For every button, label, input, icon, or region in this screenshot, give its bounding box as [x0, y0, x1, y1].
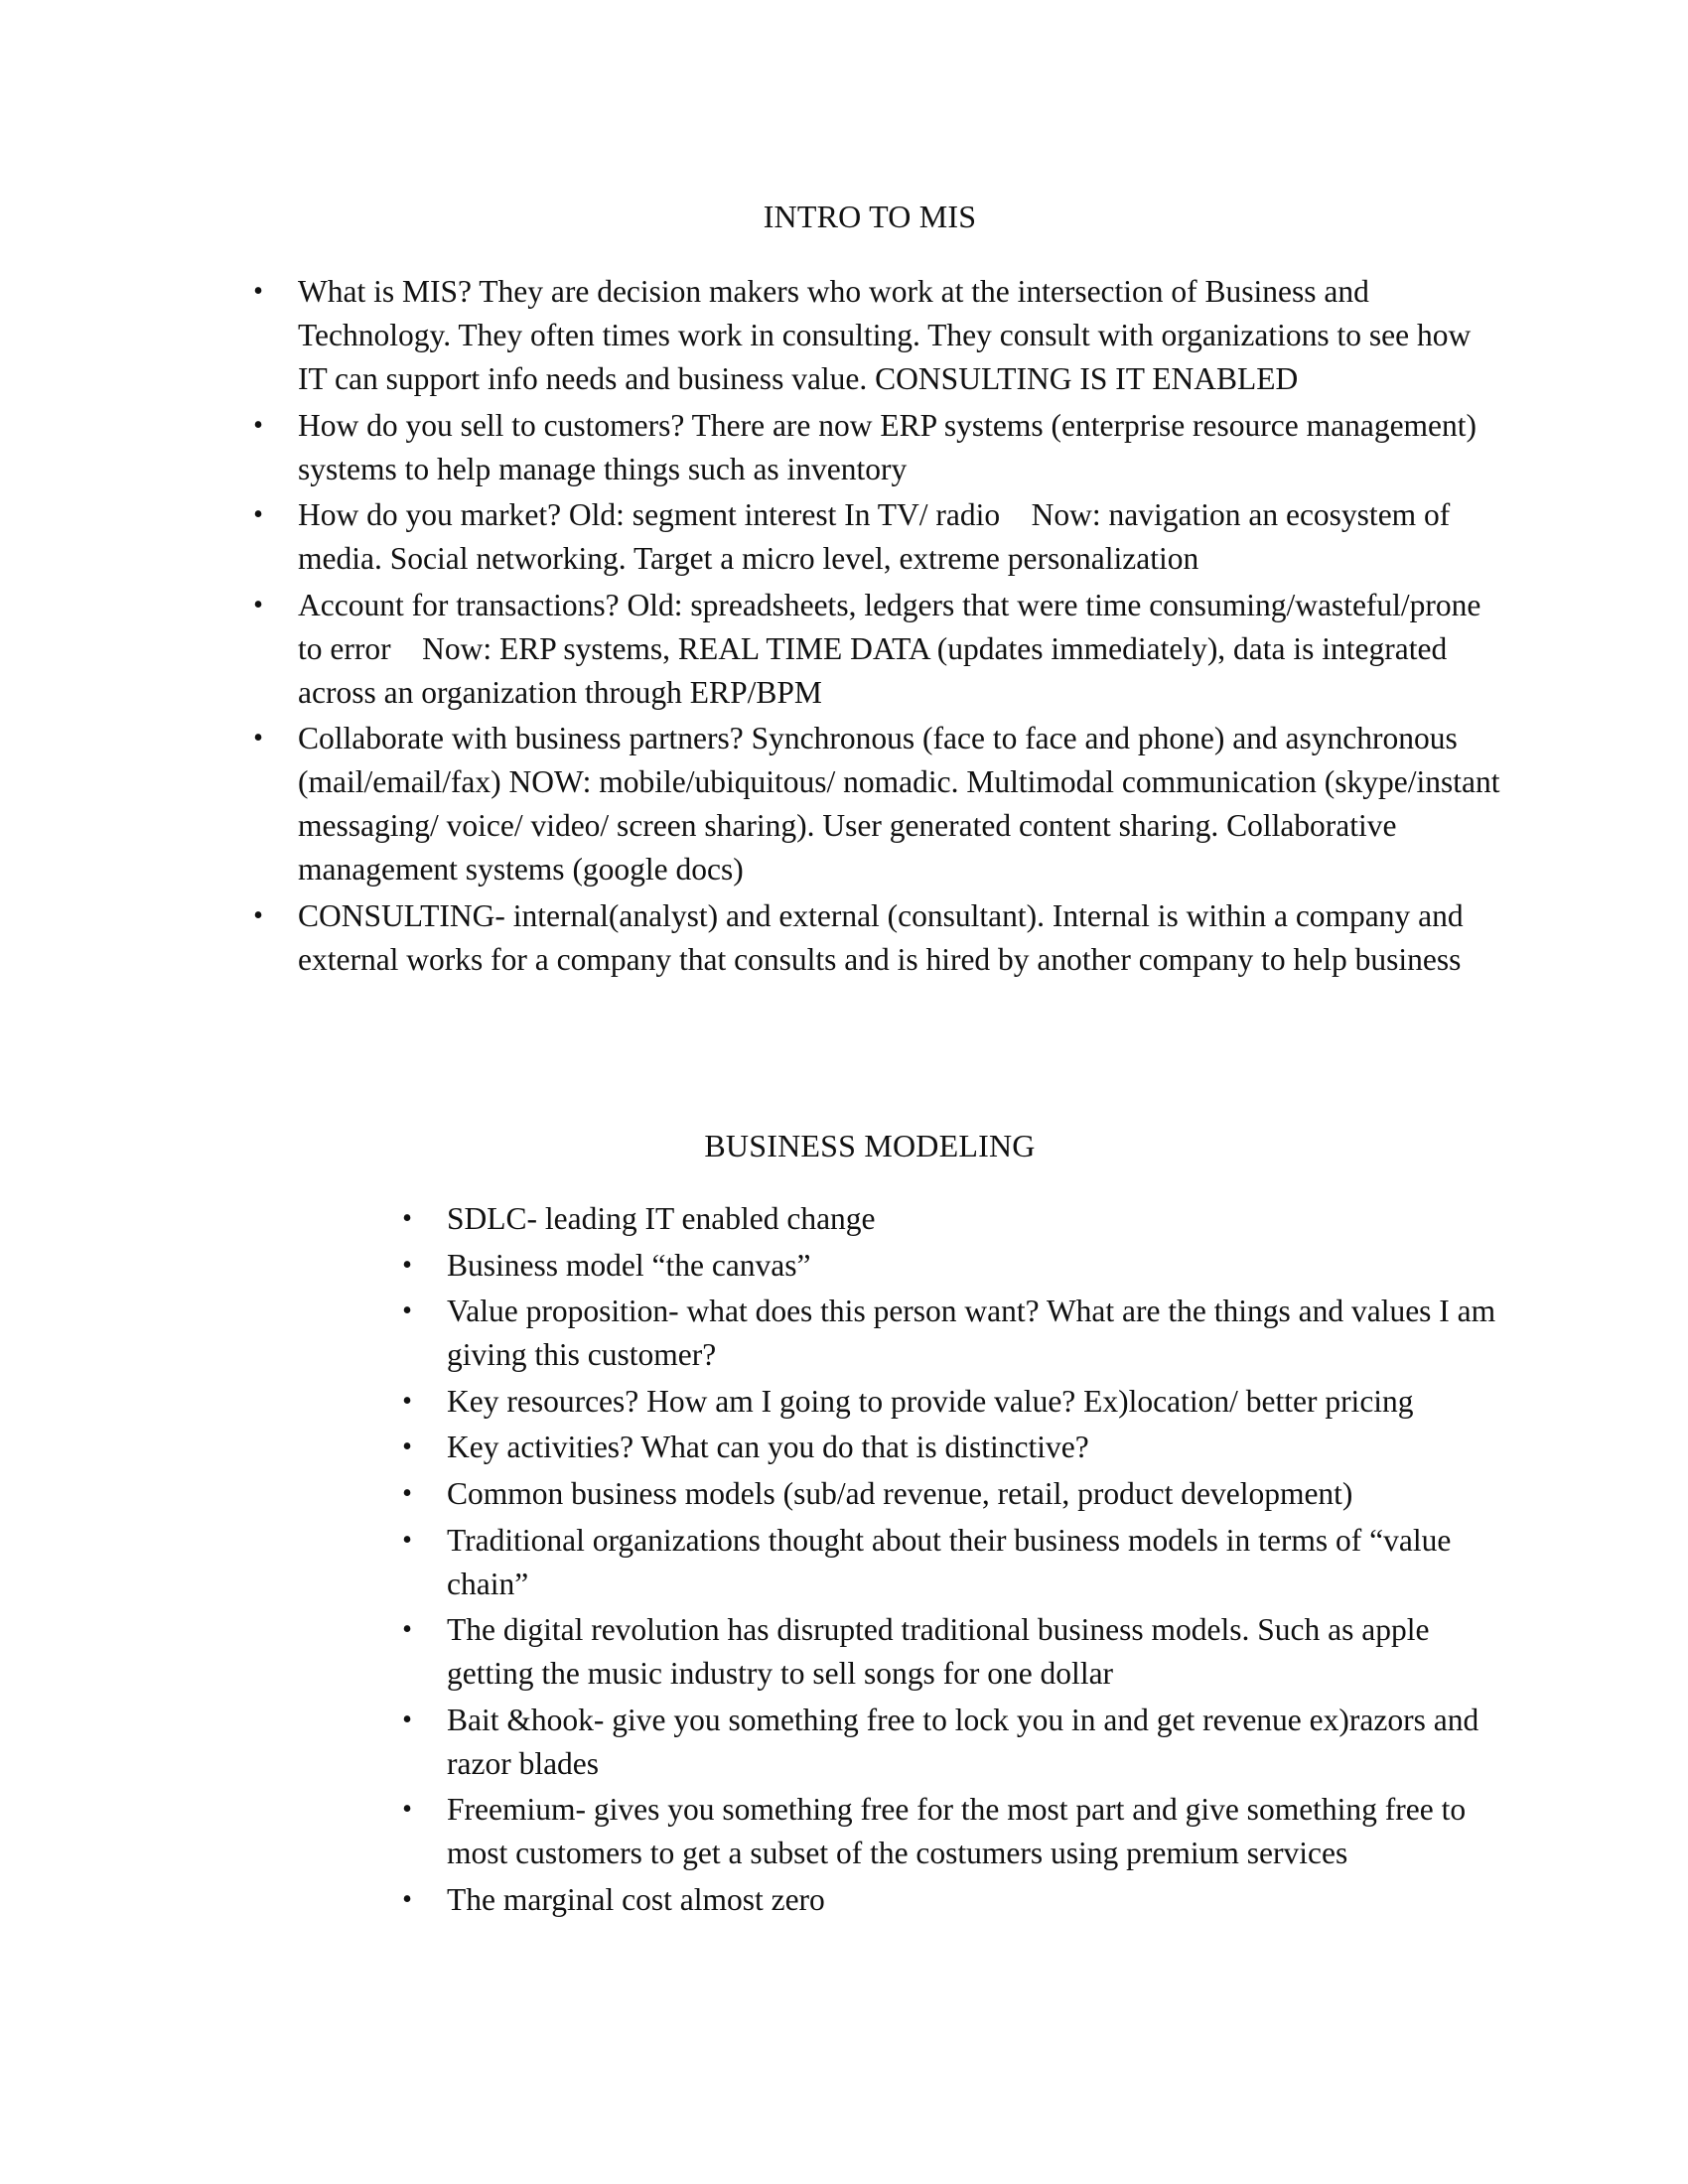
- list-item-text: What is MIS? They are decision makers who work at the intersection of Business and Technology. They often times work in consulting. They consult with organizations to see how IT can support info needs and business value. CONSULTING IS IT ENABLED: [298, 274, 1472, 396]
- list-item-text: Account for transactions? Old: spreadsheets, ledgers that were time consuming/wasteful/prone to error Now: ERP systems, REAL TIME DATA (updates immediately), data is integrated across an organization through ERP/BPM: [298, 587, 1489, 710]
- bullet-icon: •: [402, 1385, 412, 1417]
- list-item: [402, 1197, 1501, 1241]
- list-item: [402, 1380, 1501, 1424]
- list-item: [402, 1426, 1501, 1469]
- list-item-text: The digital revolution has disrupted traditional business models. Such as apple getting the music industry to sell songs for one dollar: [447, 1612, 1430, 1692]
- list-item-text: Business model “the canvas”: [447, 1247, 811, 1283]
- list-item: [253, 493, 1501, 581]
- list-item-text: SDLC- leading IT enabled change: [447, 1201, 876, 1236]
- section-heading-intro-to-mis: INTRO TO MIS: [763, 199, 977, 234]
- list-item: [253, 270, 1501, 401]
- bullet-icon: •: [402, 1794, 412, 1826]
- list-item-text: Key activities? What can you do that is distinctive?: [447, 1430, 1089, 1465]
- list-item: [402, 1472, 1501, 1516]
- list-item-text: How do you market? Old: segment interest In TV/ radio Now: navigation an ecosystem of media. Social networking. Target a micro level, extreme personalization: [298, 497, 1459, 577]
- list-item: [402, 1519, 1501, 1606]
- list-item-text: Value proposition- what does this person want? What are the things and values I am giving this customer?: [447, 1294, 1496, 1373]
- list-item-text: Key resources? How am I going to provide value? Ex)location/ better pricing: [447, 1383, 1414, 1419]
- bullet-icon: •: [253, 499, 263, 531]
- list-item: [402, 1699, 1501, 1786]
- list-item: [253, 404, 1501, 491]
- list-item-text: The marginal cost almost zero: [447, 1881, 825, 1917]
- list-item-text: Freemium- gives you something free for the most part and give something free to most customers to get a subset of the costumers using premium services: [447, 1792, 1467, 1871]
- bullet-icon: •: [402, 1203, 412, 1234]
- bullet-icon: •: [402, 1704, 412, 1735]
- list-item-text: How do you sell to customers? There are now ERP systems (enterprise resource management) systems to help manage things such as inventory: [298, 407, 1477, 486]
- list-item: [402, 1788, 1501, 1875]
- list-item-text: Common business models (sub/ad revenue, retail, product development): [447, 1475, 1353, 1511]
- business-modeling-bullet-list: [402, 1197, 1501, 1925]
- list-item-text: Bait &hook- give you something free to lock you in and get revenue ex)razors and razor blades: [447, 1702, 1479, 1781]
- list-item: [253, 894, 1501, 982]
- list-item: [402, 1878, 1501, 1922]
- bullet-icon: •: [402, 1477, 412, 1509]
- list-item: [253, 584, 1501, 715]
- intro-to-mis-bullet-list: [253, 270, 1501, 985]
- bullet-icon: •: [402, 1296, 412, 1327]
- bullet-icon: •: [253, 899, 263, 931]
- list-item: [402, 1608, 1501, 1696]
- bullet-icon: •: [402, 1614, 412, 1646]
- bullet-icon: •: [253, 276, 263, 307]
- bullet-icon: •: [253, 723, 263, 754]
- list-item: [253, 717, 1501, 891]
- bullet-icon: •: [402, 1249, 412, 1281]
- bullet-icon: •: [253, 409, 263, 441]
- bullet-icon: •: [253, 589, 263, 620]
- list-item-text: Collaborate with business partners? Synchronous (face to face and phone) and asynchronous (mail/email/fax) NOW: mobile/ubiquitous/ nomadic. Multimodal communication (skype/instant messaging/ voice/ video/ screen sharing). User generated content sharing. Collaborative management systems (google docs): [298, 721, 1500, 887]
- list-item-text: CONSULTING- internal(analyst) and external (consultant). Internal is within a company and external works for a company that consults and is hired by another company to help business: [298, 897, 1464, 977]
- list-item: [402, 1290, 1501, 1377]
- list-item-text: Traditional organizations thought about their business models in terms of “value chain”: [447, 1522, 1452, 1601]
- bullet-icon: •: [402, 1524, 412, 1556]
- bullet-icon: •: [402, 1432, 412, 1463]
- section-heading-business-modeling: BUSINESS MODELING: [704, 1128, 1036, 1163]
- list-item: [402, 1244, 1501, 1288]
- bullet-icon: •: [402, 1883, 412, 1915]
